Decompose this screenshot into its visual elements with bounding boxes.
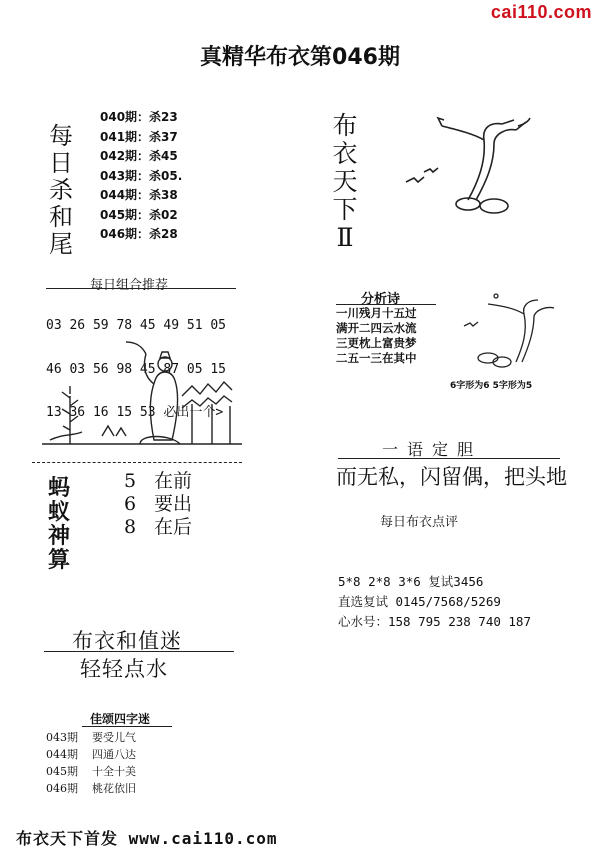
site-brand[interactable]: cai110.com	[490, 2, 592, 22]
yiyu-divider	[338, 458, 560, 459]
daily-kill-list	[100, 108, 182, 245]
frog-line	[124, 516, 192, 539]
poem-line: 一川残月十五过	[336, 306, 417, 320]
frog-num: 8	[124, 516, 137, 538]
combo-row: 03 26 59 78 45 49 51 05	[46, 318, 227, 333]
daily-kill-label	[46, 123, 76, 258]
footer-text[interactable]: 布衣天下首发 www.cai110.com	[16, 829, 278, 848]
label-char: 神	[47, 524, 70, 549]
combo-divider	[46, 288, 236, 289]
four-char-title: 佳颂四字迷	[90, 712, 151, 726]
frog-text: 要出	[154, 493, 193, 515]
comment-line: 直选复试 0145/7568/5269	[338, 594, 501, 609]
buyi-mi-divider	[44, 651, 234, 652]
yiyu-title: 一语定胆	[382, 440, 483, 459]
combo-row: 46 03 56 98 45 87 05 15	[46, 361, 227, 377]
buyi-mi-line1: 布衣和值迷	[72, 629, 182, 653]
frog-line	[124, 470, 192, 493]
label-char: 日	[49, 149, 73, 177]
period: 045期	[46, 765, 78, 778]
riddle: 四通八达	[92, 748, 136, 761]
daily-comment-lines	[338, 572, 531, 632]
buyi-tianxia-label	[330, 112, 360, 252]
label-char: 尾	[49, 230, 73, 258]
scholar-illustration	[42, 336, 242, 458]
frog-num: 6	[124, 493, 137, 515]
label-char: 下	[332, 195, 358, 224]
buyi-mi-line2: 轻轻点水	[80, 657, 168, 681]
label-char: 和	[49, 203, 73, 231]
frog-line	[124, 493, 192, 516]
poem-title: 分析诗	[361, 292, 401, 307]
list-item: 042期：杀45	[100, 149, 178, 163]
poem-line: 满开二四云水流	[336, 321, 417, 335]
comment-line: 心水号：158 795 238 740 187	[338, 614, 531, 629]
list-item: 041期：杀37	[100, 129, 178, 144]
list-item	[46, 780, 136, 797]
label-char: 布	[332, 111, 358, 140]
frog-lines	[124, 470, 192, 539]
list-item	[46, 746, 136, 763]
list-item	[46, 729, 136, 746]
four-char-divider	[82, 726, 172, 727]
list-item: 046期：杀28	[100, 227, 178, 241]
frog-label	[44, 477, 74, 573]
label-char: 蚁	[47, 500, 70, 525]
four-char-list	[46, 729, 136, 797]
label-char: 每	[49, 122, 73, 150]
list-item	[46, 763, 136, 780]
poem-line: 三更枕上富贵梦	[336, 336, 417, 350]
label-char: Ⅱ	[336, 223, 354, 252]
frog-text: 在前	[154, 470, 193, 492]
tree-illustration	[398, 112, 538, 218]
period: 043期	[46, 731, 78, 744]
riddle: 桃花依旧	[92, 782, 136, 795]
comment-line: 5*8 2*8 3*6 复试3456	[338, 574, 484, 589]
daily-comment-title: 每日布衣点评	[380, 515, 459, 530]
combo-row: 13 36 16 15 53 必出一个>	[46, 405, 224, 420]
yiyu-text: 而无私，闪留偶，把头地	[336, 465, 567, 489]
label-char: 杀	[49, 176, 73, 204]
poem-lines	[336, 306, 417, 366]
label-char: 衣	[332, 139, 358, 168]
label-char: 算	[47, 548, 70, 573]
period: 044期	[46, 748, 78, 761]
list-item: 043期：杀05.	[100, 168, 183, 183]
label-char: 天	[332, 167, 358, 196]
page-title: 真精华布衣第046期	[200, 45, 400, 70]
poem-divider	[336, 304, 436, 305]
list-item: 045期：杀02	[100, 207, 178, 222]
list-item: 040期：杀23	[100, 110, 178, 124]
digit-notes: 6字形为6 5字形为5	[450, 381, 533, 391]
riddle: 要受儿气	[92, 731, 136, 744]
combo-title: 每日组合推荐	[90, 278, 169, 293]
list-item: 044期：杀38	[100, 188, 178, 202]
tree-illustration-small	[458, 292, 568, 376]
period: 046期	[46, 782, 78, 795]
frog-num: 5	[124, 470, 137, 492]
poem-line: 二五一三在其中	[336, 351, 417, 365]
label-char: 蚂	[47, 476, 70, 501]
riddle: 十全十美	[92, 765, 136, 778]
frog-text: 在后	[154, 516, 193, 538]
illustration-divider	[32, 462, 242, 463]
